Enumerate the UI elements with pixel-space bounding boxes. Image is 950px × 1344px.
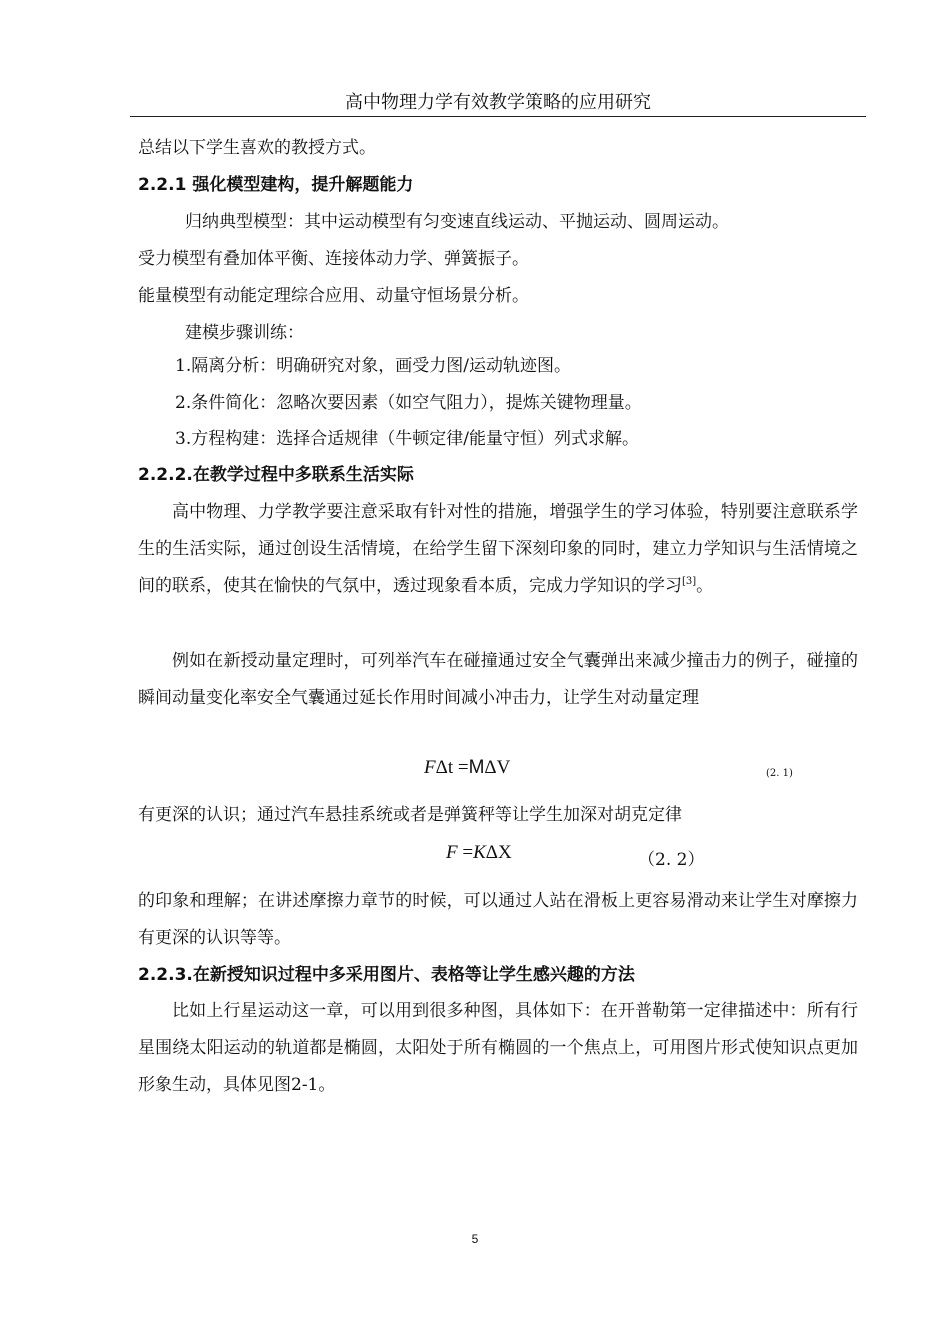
section-heading-2-2-1: 2.2.1 强化模型建构，提升解题能力 [138, 175, 414, 195]
paragraph: 高中物理、力学教学要注意采取有针对性的措施，增强学生的学习体验，特别要注意联系学生的生活实际，通过创设生活情境，在给学生留下深刻印象的同时，建立力学知识与生活情境之间的联系，使其在愉快的气氛中，透过现象看本质，完成力学知识的学习[3]。 [138, 502, 858, 596]
running-header: 高中物理力学有效教学策略的应用研究 [130, 90, 866, 117]
section-heading-2-2-2: 2.2.2.在教学过程中多联系生活实际 [138, 465, 414, 485]
equation-2-2: F =KΔX [446, 842, 512, 863]
equation-2-1: FΔt =MΔV [424, 757, 511, 778]
list-item: 3.方程构建：选择合适规律（牛顿定律/能量守恒）列式求解。 [175, 429, 639, 449]
text-line: 总结以下学生喜欢的教授方式。 [138, 138, 376, 158]
text-line: 能量模型有动能定理综合应用、动量守恒场景分析。 [138, 286, 529, 306]
paragraph: 例如在新授动量定理时，可列举汽车在碰撞通过安全气囊弹出来减少撞击力的例子，碰撞的瞬间动量变化率安全气囊通过延长作用时间减小冲击力，让学生对动量定理 [138, 651, 858, 708]
paragraph: 的印象和理解；在讲述摩擦力章节的时候，可以通过人站在滑板上更容易滑动来让学生对摩擦力有更深的认识等等。 [138, 891, 858, 948]
equation-number: (2. 1) [766, 768, 793, 779]
text-line: 有更深的认识；通过汽车悬挂系统或者是弹簧秤等让学生加深对胡克定律 [138, 805, 682, 825]
citation-ref: [3] [682, 576, 697, 587]
text-line: 建模步骤训练： [185, 323, 304, 343]
page-number: 5 [471, 1232, 479, 1246]
text-line: 归纳典型模型：其中运动模型有匀变速直线运动、平抛运动、圆周运动。 [185, 212, 729, 232]
equation-number: （2. 2） [638, 850, 705, 870]
section-heading-2-2-3: 2.2.3.在新授知识过程中多采用图片、表格等让学生感兴趣的方法 [138, 965, 635, 985]
text-line: 受力模型有叠加体平衡、连接体动力学、弹簧振子。 [138, 249, 529, 269]
paragraph: 比如上行星运动这一章，可以用到很多种图，具体如下：在开普勒第一定律描述中：所有行星围绕太阳运动的轨道都是椭圆，太阳处于所有椭圆的一个焦点上，可用图片形式使知识点更加形象生动，具体见图2-1。 [138, 1001, 858, 1095]
list-item: 2.条件简化：忽略次要因素（如空气阻力），提炼关键物理量。 [175, 393, 642, 413]
list-item: 1.隔离分析：明确研究对象，画受力图/运动轨迹图。 [175, 356, 571, 376]
